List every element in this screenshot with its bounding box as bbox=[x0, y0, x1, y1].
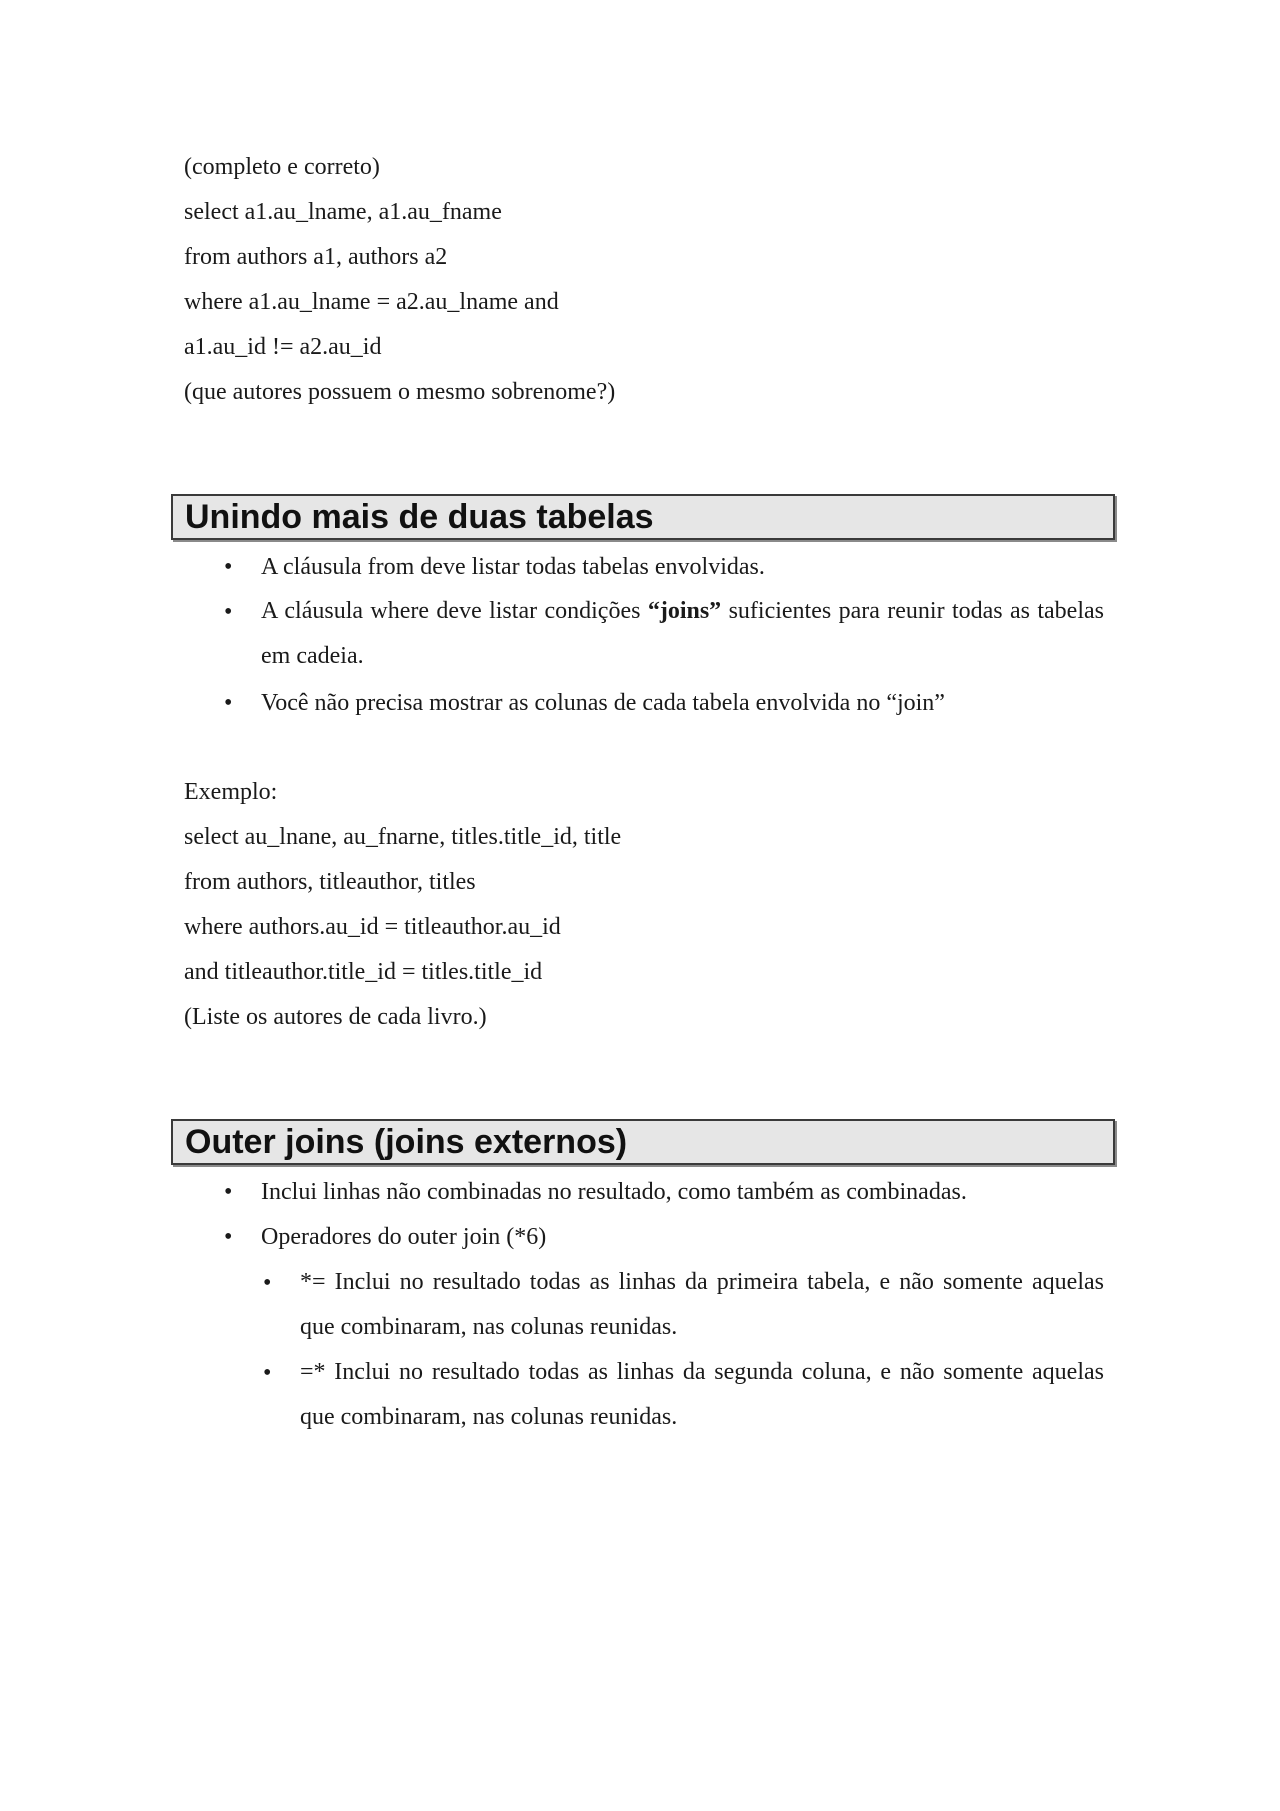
intro-line: a1.au_id != a2.au_id bbox=[184, 334, 382, 360]
intro-line: where a1.au_lname = a2.au_lname and bbox=[184, 289, 559, 315]
bullet-icon: • bbox=[224, 599, 233, 625]
intro-line: (que autores possuem o mesmo sobrenome?) bbox=[184, 379, 616, 405]
example-label: Exemplo: bbox=[184, 779, 278, 805]
intro-line: (completo e correto) bbox=[184, 154, 380, 180]
sub-bullet-item: =* Inclui no resultado todas as linhas da segunda coluna, e não somente aquelas que combinaram, nas colunas reunidas. bbox=[300, 1359, 1104, 1430]
example-line: from authors, titleauthor, titles bbox=[184, 869, 476, 895]
section-heading-outer-joins: Outer joins (joins externos) bbox=[171, 1119, 1115, 1165]
bullet-icon: • bbox=[224, 1179, 233, 1205]
example-line: (Liste os autores de cada livro.) bbox=[184, 1004, 487, 1030]
sub-bullet-icon: • bbox=[263, 1360, 272, 1386]
intro-line: select a1.au_lname, a1.au_fname bbox=[184, 199, 502, 225]
sub-bullet-item: *= Inclui no resultado todas as linhas da primeira tabela, e não somente aquelas que combinaram, nas colunas reunidas. bbox=[300, 1269, 1104, 1340]
bullet-item: A cláusula where deve listar condições “joins” suficientes para reunir todas as tabelas em cadeia. bbox=[261, 598, 1104, 669]
bullet-icon: • bbox=[224, 554, 233, 580]
bullet-icon: • bbox=[224, 1224, 233, 1250]
example-line: select au_lnane, au_fnarne, titles.title_id, title bbox=[184, 824, 622, 850]
bullet-item: A cláusula from deve listar todas tabelas envolvidas. bbox=[261, 554, 765, 580]
intro-line: from authors a1, authors a2 bbox=[184, 244, 448, 270]
bullet-icon: • bbox=[224, 690, 233, 716]
bullet-item: Você não precisa mostrar as colunas de cada tabela envolvida no “join” bbox=[261, 690, 945, 716]
example-line: and titleauthor.title_id = titles.title_id bbox=[184, 959, 543, 985]
joins-emphasis: “joins” bbox=[647, 598, 722, 624]
section-heading-unindo: Unindo mais de duas tabelas bbox=[171, 494, 1115, 540]
bullet-item: Operadores do outer join (*6) bbox=[261, 1224, 547, 1250]
sub-bullet-icon: • bbox=[263, 1270, 272, 1296]
bullet-item: Inclui linhas não combinadas no resultado, como também as combinadas. bbox=[261, 1179, 967, 1205]
example-line: where authors.au_id = titleauthor.au_id bbox=[184, 914, 561, 940]
